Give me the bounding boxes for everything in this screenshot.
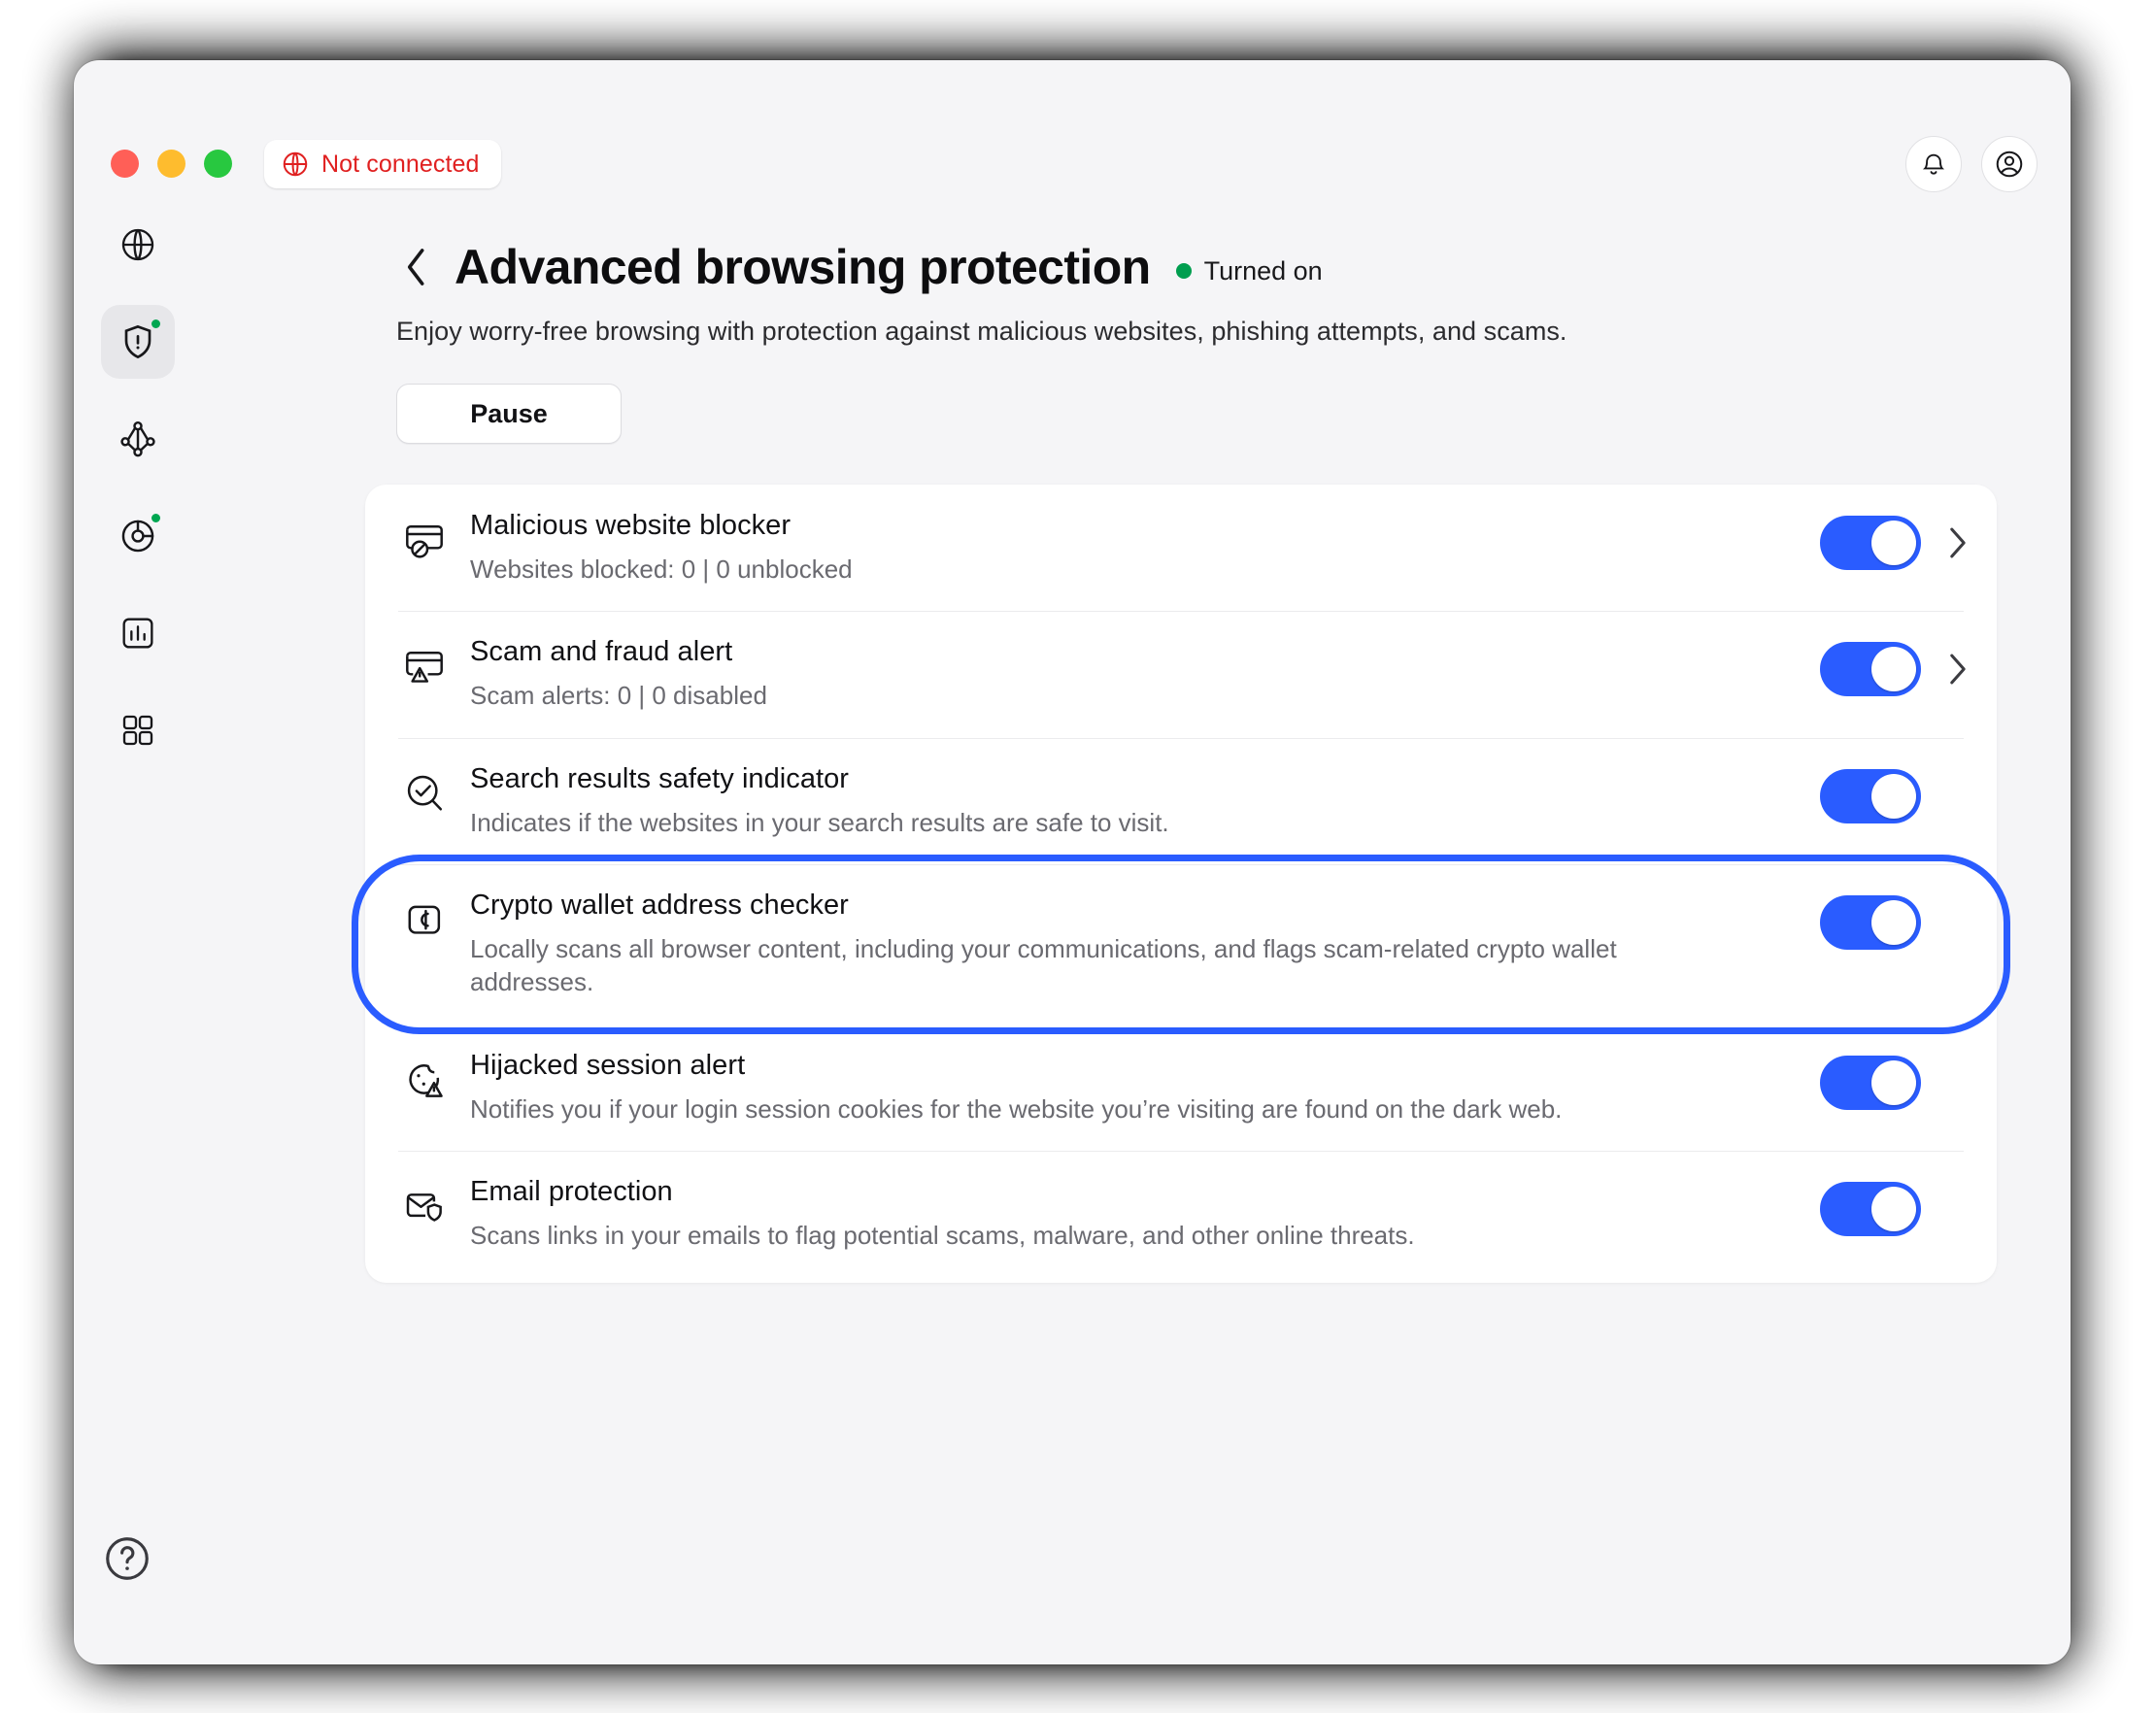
feature-text: [451, 1050, 1820, 1125]
app-window: [74, 60, 2071, 1664]
feature-title: Crypto wallet address checker: [470, 889, 849, 921]
feature-description: Notifies you if your login session cookies for the website you’re visiting are found on the dark web.: [470, 1093, 1563, 1124]
feature-toggle[interactable]: [1820, 1056, 1921, 1110]
close-button[interactable]: [111, 150, 139, 178]
feature-title: Hijacked session alert: [470, 1049, 746, 1081]
back-button[interactable]: [394, 245, 439, 289]
feature-description: Locally scans all browser content, including your communications, and flags scam-related crypto wallet addresses.: [470, 933, 1617, 997]
crypto-coin-icon: [398, 893, 451, 946]
globe-icon: [118, 225, 157, 264]
help-circle-icon: [101, 1532, 153, 1585]
sidebar-item-dark-web-monitor[interactable]: [101, 499, 175, 573]
window-blocked-icon: [398, 514, 451, 566]
page-title: Advanced browsing protection: [455, 240, 1151, 294]
globe-icon: [281, 150, 310, 179]
mesh-network-icon: [118, 419, 158, 459]
feature-toggle[interactable]: [1820, 642, 1921, 696]
page-status-label: Turned on: [1203, 255, 1323, 286]
cookie-warning-icon: [398, 1054, 451, 1106]
feature-description: Indicates if the websites in your search results are safe to visit.: [470, 807, 1169, 837]
traffic-light-buttons: [111, 150, 232, 178]
feature-row-scam-and-fraud-alert[interactable]: [365, 611, 1997, 737]
connection-status-label: Not connected: [321, 150, 480, 178]
feature-description: Websites blocked: 0 | 0 unblocked: [470, 554, 853, 584]
feature-list-card: [365, 485, 1997, 1283]
feature-toggle[interactable]: [1820, 895, 1921, 950]
feature-controls: [1820, 510, 1971, 570]
status-dot-icon: [1176, 263, 1192, 279]
feature-row-email-protection[interactable]: [365, 1151, 1997, 1277]
bell-icon: [1919, 150, 1948, 179]
feature-controls: [1820, 890, 1971, 950]
page-status: [1176, 249, 1323, 286]
window-titlebar: [74, 60, 2071, 208]
feature-title: Malicious website blocker: [470, 510, 792, 541]
feature-title: Email protection: [470, 1175, 673, 1207]
sidebar-item-stats[interactable]: [101, 596, 175, 670]
account-icon: [1994, 149, 2025, 180]
feature-row-crypto-wallet-address-checker[interactable]: [365, 864, 1997, 1024]
chevron-right-icon[interactable]: [1944, 529, 1971, 556]
mail-shield-icon: [398, 1180, 451, 1232]
feature-controls: [1820, 763, 1971, 823]
feature-toggle[interactable]: [1820, 769, 1921, 823]
feature-toggle[interactable]: [1820, 516, 1921, 570]
help-button[interactable]: [101, 1532, 153, 1585]
feature-text: [451, 763, 1820, 839]
window-warning-icon: [398, 640, 451, 692]
feature-row-hijacked-session-alert[interactable]: [365, 1024, 1997, 1151]
grid-icon: [118, 711, 157, 750]
sidebar-item-vpn[interactable]: [101, 208, 175, 282]
notifications-button[interactable]: [1905, 136, 1962, 192]
main-content: [202, 208, 2071, 1664]
check-circle-icon: [398, 767, 451, 820]
page-header: [202, 208, 2071, 295]
sidebar-item-mesh[interactable]: [101, 402, 175, 476]
feature-title: Scam and fraud alert: [470, 636, 733, 668]
maximize-button[interactable]: [204, 150, 232, 178]
connection-status-pill[interactable]: [264, 140, 501, 188]
feature-text: [451, 510, 1820, 586]
pause-button[interactable]: Pause: [396, 384, 622, 444]
feature-text: [451, 890, 1820, 999]
account-button[interactable]: [1981, 136, 2038, 192]
feature-description: Scam alerts: 0 | 0 disabled: [470, 681, 767, 711]
feature-row-malicious-website-blocker[interactable]: [365, 485, 1997, 611]
sidebar-item-apps[interactable]: [101, 693, 175, 767]
feature-text: [451, 636, 1820, 712]
feature-text: [451, 1176, 1820, 1252]
feature-title: Search results safety indicator: [470, 762, 850, 794]
minimize-button[interactable]: [157, 150, 185, 178]
chevron-right-icon[interactable]: [1944, 655, 1971, 683]
sidebar-item-protection[interactable]: [101, 305, 175, 379]
feature-toggle[interactable]: [1820, 1182, 1921, 1236]
page-subtitle: Enjoy worry-free browsing with protection against malicious websites, phishing attempts, and scams.: [396, 317, 1567, 346]
feature-description: Scans links in your emails to flag potential scams, malware, and other online threats.: [470, 1220, 1415, 1250]
sidebar: [74, 208, 202, 1664]
feature-row-search-results-safety-indicator[interactable]: [365, 738, 1997, 864]
bar-chart-icon: [118, 614, 157, 653]
status-badge: [150, 318, 162, 330]
feature-controls: [1820, 636, 1971, 696]
feature-controls: [1820, 1176, 1971, 1236]
titlebar-actions: [1905, 136, 2038, 192]
status-badge: [150, 512, 162, 524]
feature-controls: [1820, 1050, 1971, 1110]
